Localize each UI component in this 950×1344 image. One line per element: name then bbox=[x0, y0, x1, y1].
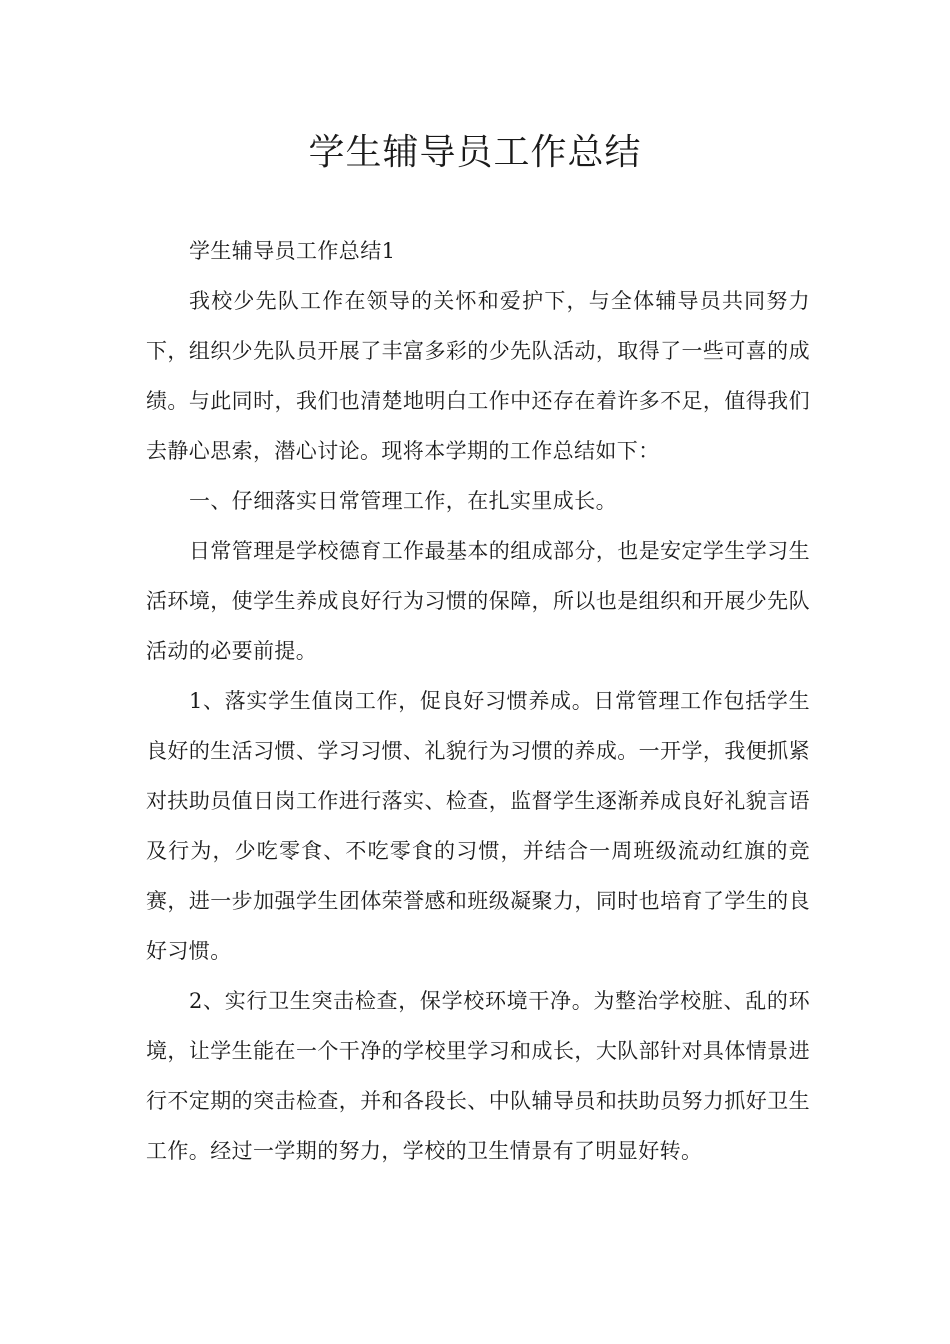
body-paragraph: 日常管理是学校德育工作最基本的组成部分，也是安定学生学习生活环境，使学生养成良好行为习惯的保障，所以也是组织和开展少先队活动的必要前提。 bbox=[146, 539, 810, 663]
section-heading: 学生辅导员工作总结1 bbox=[189, 239, 396, 263]
document-body bbox=[146, 226, 810, 1176]
document-title: 学生辅导员工作总结 bbox=[308, 132, 642, 173]
body-paragraph: 2、实行卫生突击检查，保学校环境干净。为整治学校脏、乱的环境，让学生能在一个干净的学校里学习和成长，大队部针对具体情景进行不定期的突击检查，并和各段长、中队辅导员和扶助员努力抓好卫生工作。经过一学期的努力，学校的卫生情景有了明显好转。 bbox=[146, 989, 810, 1163]
body-paragraph: 1、落实学生值岗工作，促良好习惯养成。日常管理工作包括学生良好的生活习惯、学习习惯、礼貌行为习惯的养成。一开学，我便抓紧对扶助员值日岗工作进行落实、检查，监督学生逐渐养成良好礼貌言语及行为，少吃零食、不吃零食的习惯，并结合一周班级流动红旗的竞赛，进一步加强学生团体荣誉感和班级凝聚力，同时也培育了学生的良好习惯。 bbox=[146, 689, 810, 963]
intro-paragraph: 我校少先队工作在领导的关怀和爱护下，与全体辅导员共同努力下，组织少先队员开展了丰富多彩的少先队活动，取得了一些可喜的成绩。与此同时，我们也清楚地明白工作中还存在着许多不足，值得我们去静心思索，潜心讨论。现将本学期的工作总结如下： bbox=[146, 289, 810, 463]
subsection-heading: 一、仔细落实日常管理工作，在扎实里成长。 bbox=[189, 489, 617, 513]
